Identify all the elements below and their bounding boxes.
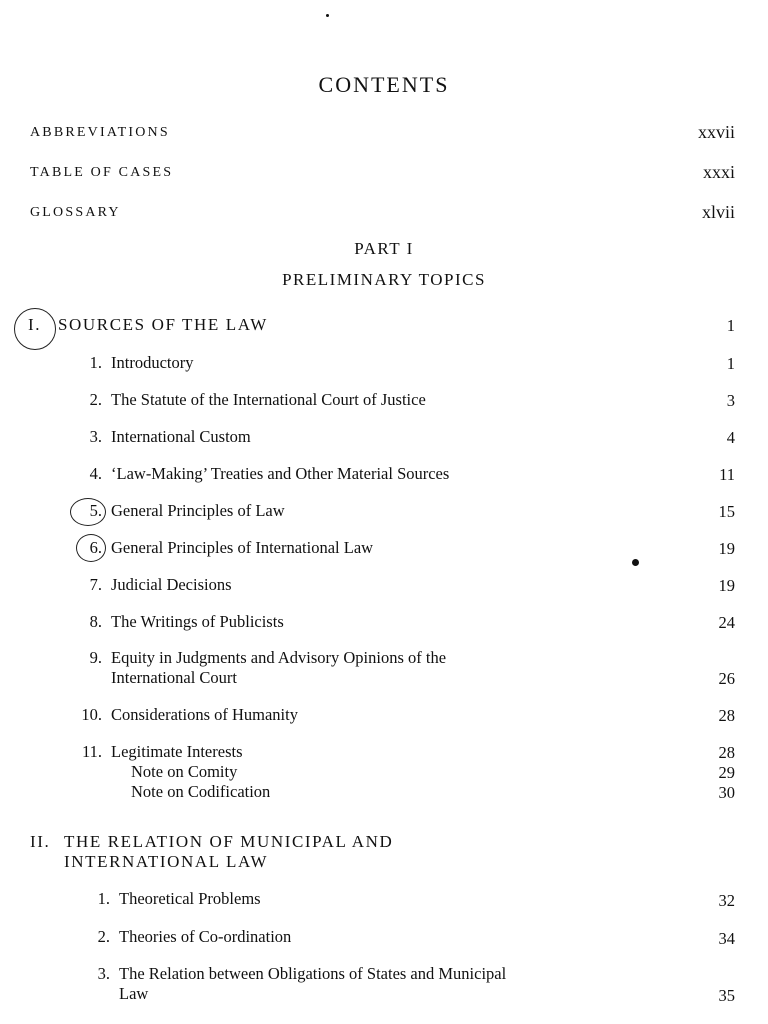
scan-speck [326, 14, 329, 17]
entry-title: The Statute of the International Court of Justice [111, 390, 426, 409]
entry-page: 26 [718, 669, 735, 688]
entry-number: 11. [81, 742, 102, 761]
front-matter-page: xxvii [697, 122, 735, 142]
entry-title: Theories of Co-ordination [119, 927, 292, 946]
entry-number: 1. [97, 889, 110, 908]
chapter-title: SOURCES OF THE LAW [58, 315, 268, 334]
front-matter-label: GLOSSARY [30, 205, 121, 220]
note-title: Note on Comity [131, 762, 238, 781]
entry-page: 32 [718, 891, 735, 910]
entry-number: 10. [81, 705, 102, 724]
entry-page: 3 [726, 391, 735, 410]
chapter-title: THE RELATION OF MUNICIPAL AND [64, 832, 394, 851]
entry-title: ‘Law-Making’ Treaties and Other Material Sources [111, 464, 450, 483]
entry-title: Equity in Judgments and Advisory Opinions of the [111, 648, 447, 667]
entry-number: 6. [89, 538, 102, 557]
entry-title: Judicial Decisions [111, 575, 232, 594]
note-page: 29 [718, 763, 735, 782]
entry-number: 7. [89, 575, 102, 594]
ink-dot [632, 559, 639, 566]
note-page: 30 [718, 783, 735, 802]
entry-number: 1. [89, 353, 102, 372]
entry-page: 1 [726, 354, 735, 373]
entry-title-continued: Law [119, 984, 149, 1003]
entry-title: General Principles of International Law [111, 538, 374, 557]
entry-title: Legitimate Interests [111, 742, 243, 761]
front-matter-page: xxxi [702, 162, 735, 182]
entry-page: 28 [718, 743, 735, 762]
entry-number: 8. [89, 612, 102, 631]
front-matter-page: xlvii [701, 202, 735, 222]
chapter-numeral: I. [28, 315, 42, 334]
front-matter-label: ABBREVIATIONS [30, 125, 170, 140]
entry-title: Considerations of Humanity [111, 705, 298, 724]
entry-title: Theoretical Problems [119, 889, 261, 908]
note-title: Note on Codification [131, 782, 271, 801]
chapter-page: 1 [726, 316, 735, 335]
entry-number: 9. [89, 648, 102, 667]
chapter-title-continued: INTERNATIONAL LAW [64, 852, 269, 871]
entry-page: 19 [718, 539, 735, 558]
page-title: CONTENTS [318, 72, 450, 97]
entry-page: 28 [718, 706, 735, 725]
entry-number: 3. [89, 427, 102, 446]
entry-title: General Principles of Law [111, 501, 285, 520]
entry-title: The Writings of Publicists [111, 612, 284, 631]
entry-page: 34 [718, 929, 735, 948]
front-matter-label: TABLE OF CASES [30, 165, 174, 180]
part-title: PRELIMINARY TOPICS [282, 270, 486, 289]
entry-page: 4 [726, 428, 735, 447]
entry-title: The Relation between Obligations of States and Municipal [119, 964, 507, 983]
chapter-numeral: II. [30, 832, 51, 851]
entry-page: 11 [719, 465, 735, 484]
entry-number: 2. [97, 927, 110, 946]
entry-page: 15 [718, 502, 735, 521]
part-label: PART I [354, 239, 414, 258]
entry-title-continued: International Court [111, 668, 238, 687]
entry-number: 3. [97, 964, 110, 983]
entry-page: 24 [718, 613, 735, 632]
entry-number: 2. [89, 390, 102, 409]
entry-page: 35 [718, 986, 735, 1005]
entry-page: 19 [718, 576, 735, 595]
entry-title: Introductory [111, 353, 194, 372]
entry-number: 5. [89, 501, 102, 520]
entry-number: 4. [89, 464, 102, 483]
entry-title: International Custom [111, 427, 251, 446]
